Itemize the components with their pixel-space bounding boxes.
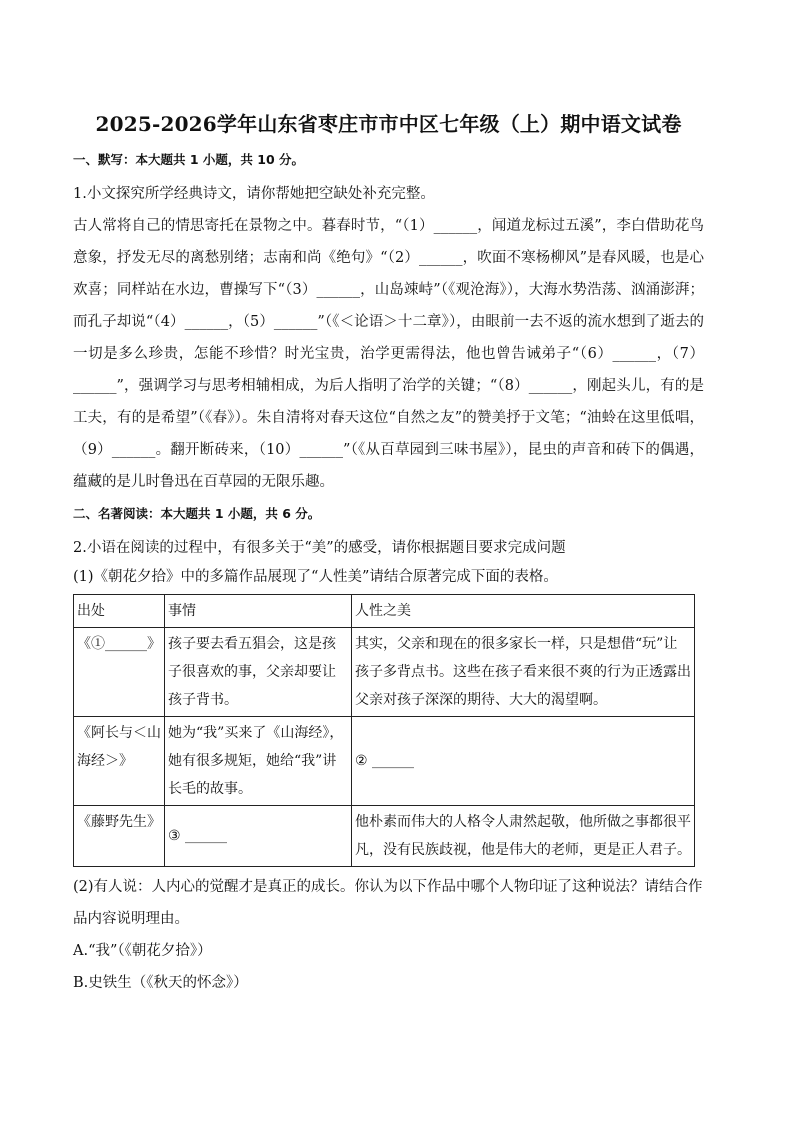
table-cell-beauty: ② ______: [352, 717, 695, 806]
table-row: [74, 806, 695, 867]
table-cell-beauty: 其实，父亲和现在的很多家长一样，只是想借“玩”让孩子多背点书。这些在孩子看来很不爽的行为正透露出父亲对孩子深深的期待、大大的渴望啊。: [352, 628, 695, 717]
table-cell-event: 孩子要去看五猖会，这是孩子很喜欢的事，父亲却要让孩子背书。: [165, 628, 352, 717]
question2-sub1: (1)《朝花夕拾》中的多篇作品展现了“人性美”请结合原著完成下面的表格。: [73, 569, 558, 585]
question1-passage: 古人常将自己的情思寄托在景物之中。暮春时节，“（1）______，闻道龙标过五溪”，李白借助花鸟意象，抒发无尽的离愁别绪；志南和尚《绝句》“（2）______，吹面不寒杨柳风”是春风暖，也是心欢喜；同样站在水边，曹操写下“（3）______，山岛竦峙”（《观沧海》），大海水势浩荡、汹涌澎湃；而孔子却说“（4）______，（5）______”（《＜论语＞十二章》），由眼前一去不返的流水想到了逝去的一切是多么珍贵，怎能不珍惜？时光宝贵，治学更需得法，他也曾告诫弟子“（6）______，（7）______”，强调学习与思考相辅相成，为后人指明了治学的关键；“（8）______，刚起头儿，有的是工夫，有的是希望”（《春》）。朱自清将对春天这位“自然之友”的赞美抒于文笔；“油蛉在这里低唱，（9）______。翻开断砖来，（10）______”（《从百草园到三味书屋》），昆虫的声音和砖下的偶遇，蕴藏的是儿时鲁迅在百草园的无限乐趣。: [73, 218, 704, 490]
question1-stem: 1.小文探究所学经典诗文，请你帮她把空缺处补充完整。: [73, 186, 435, 202]
option-a: A.“我”（《朝花夕拾》）: [73, 943, 212, 959]
question2-stem: 2.小语在阅读的过程中，有很多关于“美”的感受，请你根据题目要求完成问题: [73, 540, 566, 556]
table-cell-event: ③ ______: [165, 806, 352, 867]
table-cell-source: 《阿长与＜山海经＞》: [74, 717, 165, 806]
table-cell-source: 《藤野先生》: [74, 806, 165, 867]
table-cell-event: 她为“我”买来了《山海经》，她有很多规矩，她给“我”讲长毛的故事。: [165, 717, 352, 806]
option-b: B.史铁生（《秋天的怀念》）: [73, 975, 248, 991]
table-cell-beauty: 他朴素而伟大的人格令人肃然起敬，他所做之事都很平凡，没有民族歧视，他是伟大的老师，更是正人君子。: [352, 806, 695, 867]
question2-sub2: (2)有人说：人内心的觉醒才是真正的成长。你认为以下作品中哪个人物印证了这种说法？请结合作品内容说明理由。: [73, 879, 703, 927]
section1-heading: 一、默写：本大题共 1 小题，共 10 分。: [73, 152, 305, 167]
table-header-cell: 人性之美: [352, 595, 695, 628]
exam-title: 2025-2026学年山东省枣庄市市中区七年级（上）期中语文试卷: [95, 112, 682, 136]
table-row: [74, 628, 695, 717]
section2-heading: 二、名著阅读：本大题共 1 小题，共 6 分。: [73, 506, 321, 521]
table-header-cell: 出处: [74, 595, 165, 628]
table-header-cell: 事情: [165, 595, 352, 628]
reading-table: [73, 594, 695, 867]
table-header-row: [74, 595, 695, 628]
table-row: [74, 717, 695, 806]
table-cell-source: 《①______》: [74, 628, 165, 717]
